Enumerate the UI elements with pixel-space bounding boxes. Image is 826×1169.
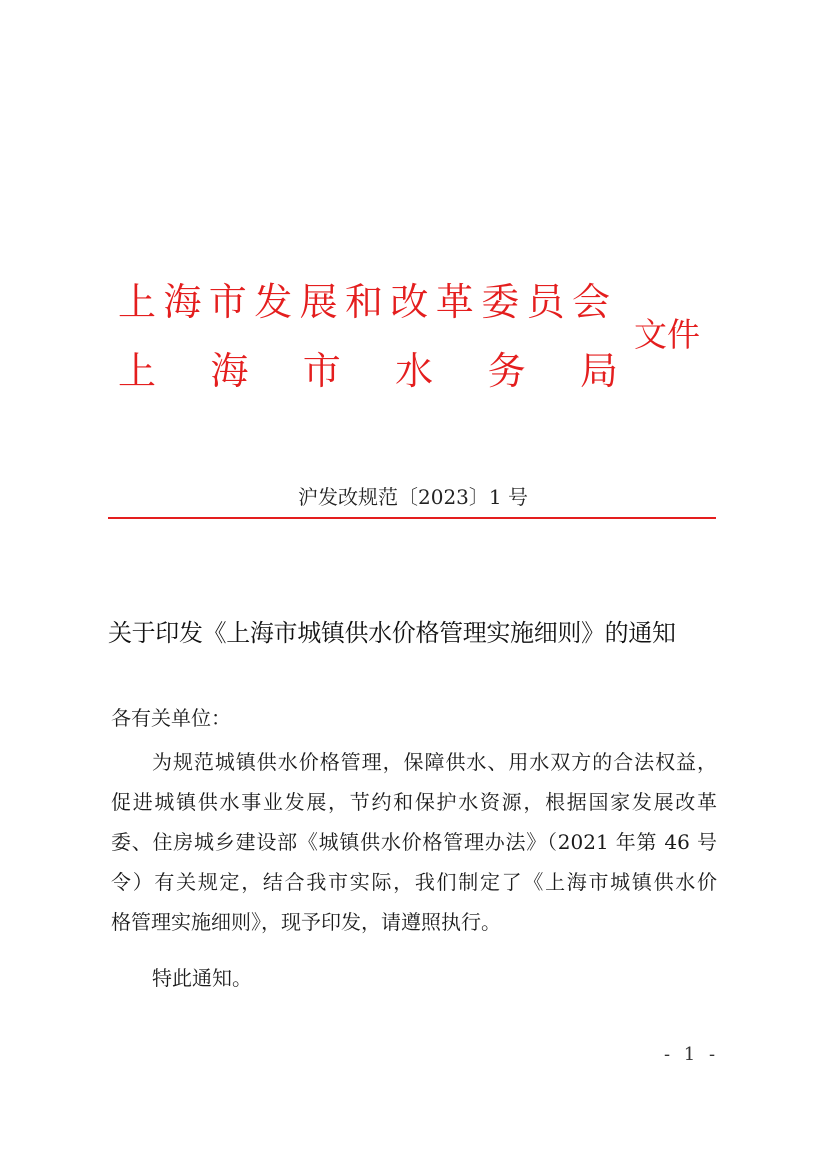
- issuer-line-2-char: 务: [487, 349, 526, 393]
- issuer-line-2-char: 市: [302, 349, 341, 393]
- closing-text: 特此通知。: [152, 966, 252, 990]
- body-paragraph: [111, 742, 717, 942]
- issuer-line-2-char: 水: [395, 349, 434, 393]
- issuer-line-2-char: 上: [118, 349, 157, 393]
- body-line: 委、住房城乡建设部《城镇供水价格管理办法》（2021 年第 46 号: [111, 830, 717, 854]
- issuer-line-2-char: 局: [579, 349, 618, 393]
- document-number: 沪发改规范〔2023〕1 号: [298, 485, 528, 509]
- header-suffix: 文件: [634, 315, 700, 354]
- red-divider: [108, 517, 716, 519]
- issuer-line-2: [118, 349, 618, 393]
- body-line: 促进城镇供水事业发展，节约和保护水资源，根据国家发展改革: [111, 790, 717, 814]
- body-line: 令）有关规定，结合我市实际，我们制定了《上海市城镇供水价: [111, 870, 717, 894]
- addressee: 各有关单位：: [111, 706, 231, 730]
- body-line: 格管理实施细则》，现予印发，请遵照执行。: [111, 910, 501, 934]
- notice-title: 关于印发《上海市城镇供水价格管理实施细则》的通知: [108, 619, 676, 647]
- issuer-line-2-char: 海: [210, 349, 249, 393]
- issuer-line-1: 上海市发展和改革委员会: [118, 280, 618, 324]
- page-number: - 1 -: [664, 1044, 720, 1065]
- body-line: 为规范城镇供水价格管理，保障供水、用水双方的合法权益，: [152, 750, 717, 774]
